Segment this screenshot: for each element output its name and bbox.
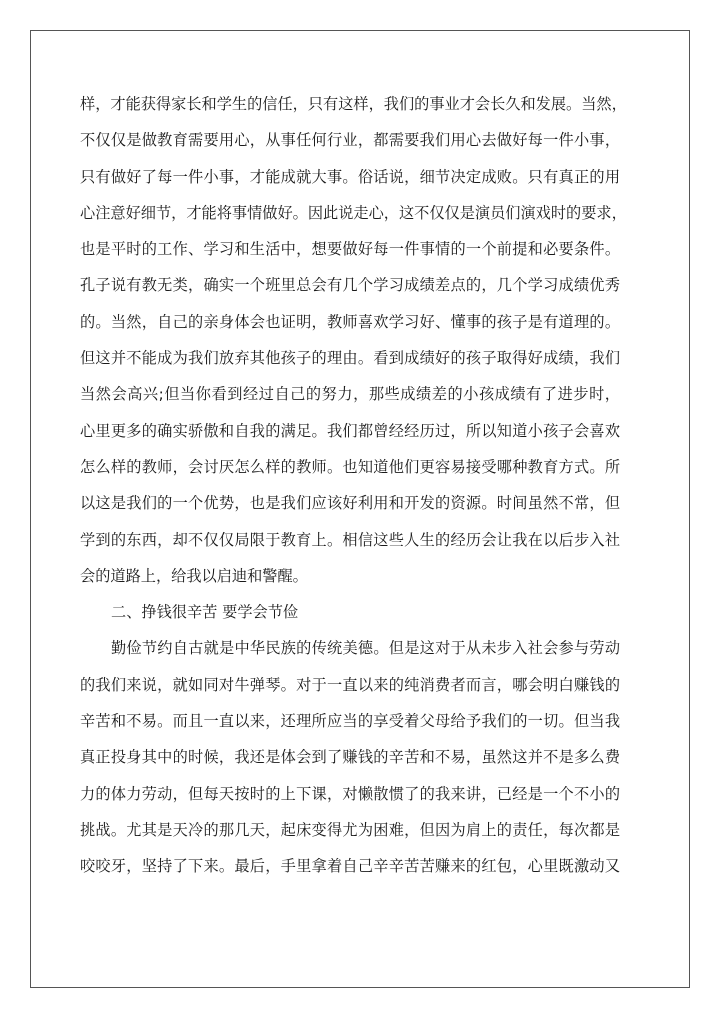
text-line: 当然会高兴;但当你看到经过自己的努力，那些成绩差的小孩成绩有了进步时，: [80, 385, 620, 404]
text-line: 样，才能获得家长和学生的信任，只有这样，我们的事业才会长久和发展。当然，: [80, 95, 627, 113]
text-line: 力的体力劳动，但每天按时的上下课，对懒散惯了的我来讲，已经是一个不小的: [80, 784, 620, 803]
text-line: 心注意好细节，才能将事情做好。因此说走心，这不仅仅是演员们演戏时的要求，: [80, 203, 627, 222]
text-line: 不仅仅是做教育需要用心，从事任何行业，都需要我们用心去做好每一件小事，: [80, 131, 620, 150]
text-line: 但这并不能成为我们放弃其他孩子的理由。看到成绩好的孩子取得好成绩，我们: [80, 349, 620, 368]
text-line: 怎么样的教师，会讨厌怎么样的教师。也知道他们更容易接受哪种教育方式。所: [80, 457, 620, 476]
text-line: 辛苦和不易。而且一直以来，还理所应当的享受着父母给予我们的一切。但当我: [80, 712, 620, 731]
text-line: 孔子说有教无类，确实一个班里总会有几个学习成绩差点的，几个学习成绩优秀: [80, 276, 620, 295]
paragraph: [80, 630, 620, 884]
text-line: 挑战。尤其是天冷的那几天，起床变得尤为困难，但因为肩上的责任，每次都是: [80, 820, 620, 839]
document-body: [80, 86, 627, 885]
section-heading: 二、挣钱很辛苦 要学会节俭: [111, 603, 299, 622]
text-line: 会的道路上，给我以启迪和警醒。: [80, 566, 308, 585]
text-line: 学到的东西，却不仅仅局限于教育上。相信这些人生的经历会让我在以后步入社: [80, 530, 620, 549]
text-line: 的我们来说，就如同对牛弹琴。对于一直以来的纯消费者而言，哪会明白赚钱的: [80, 675, 620, 694]
text-line: 只有做好了每一件小事，才能成就大事。俗话说，细节决定成败。只有真正的用: [80, 167, 620, 186]
text-line: 的。当然，自己的亲身体会也证明，教师喜欢学习好、懂事的孩子是有道理的。: [80, 312, 620, 331]
text-line: 心里更多的确实骄傲和自我的满足。我们都曾经经历过，所以知道小孩子会喜欢: [80, 421, 620, 440]
text-line: 以这是我们的一个优势，也是我们应该好利用和开发的资源。时间虽然不常，但: [80, 494, 620, 513]
paragraph: [80, 86, 627, 594]
text-line: 真正投身其中的时候，我还是体会到了赚钱的辛苦和不易，虽然这并不是多么费: [80, 748, 620, 767]
text-line: 也是平时的工作、学习和生活中，想要做好每一件事情的一个前提和必要条件。: [80, 240, 620, 259]
text-line: 勤俭节约自古就是中华民族的传统美德。但是这对于从未步入社会参与劳动: [111, 639, 620, 658]
text-line: 咬咬牙，坚持了下来。最后，手里拿着自己辛辛苦苦赚来的红包，心里既激动又: [80, 857, 620, 876]
